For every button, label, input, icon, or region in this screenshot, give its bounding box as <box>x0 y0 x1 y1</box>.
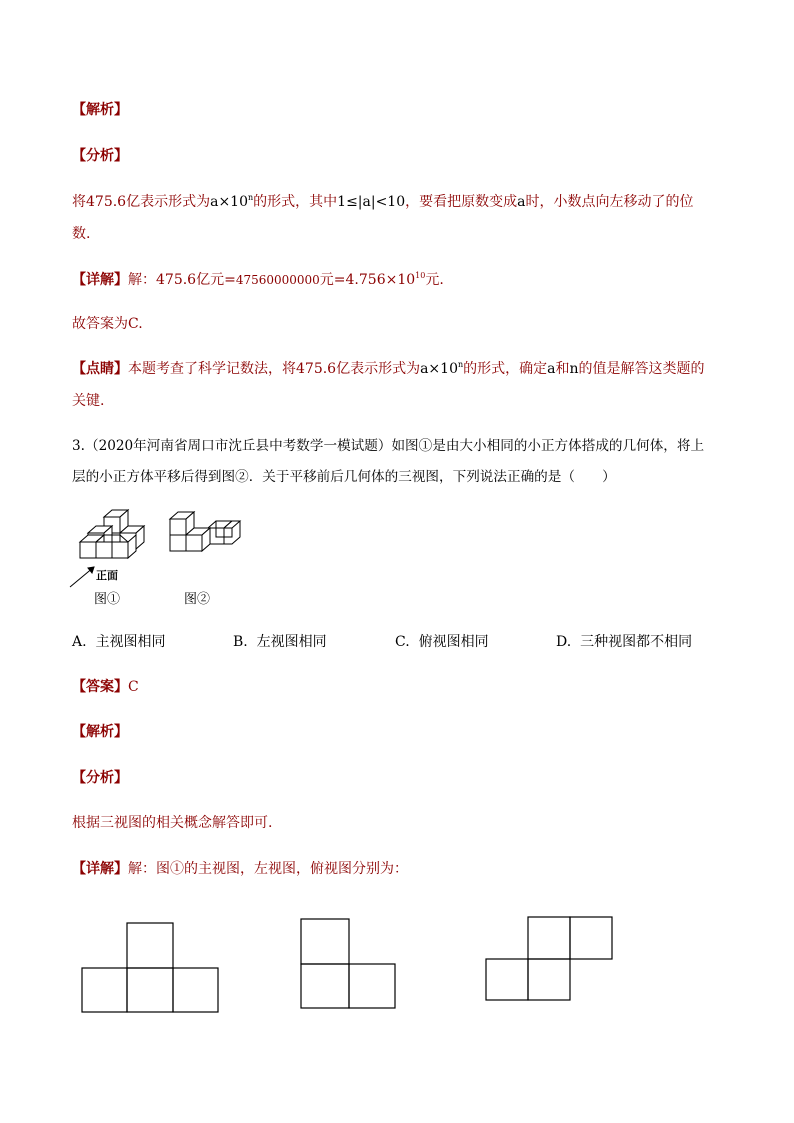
option-text: 俯视图相同 <box>418 634 489 650</box>
dianjing-line-1: 【点睛】本题考查了科学记数法，将475.6亿表示形式为$a\times 10^n$的形式，确定a和n的值是解答这类题的 <box>72 360 705 377</box>
var-a: a <box>517 194 526 210</box>
question-stem-line-2: 层的小正方体平移后得到图②．关于平移前后几何体的三视图，下列说法正确的是（ ） <box>72 469 616 485</box>
question-stem-line-1: 3.（2020年河南省周口市沈丘县中考数学一模试题）如图①是由大小相同的小正方体搭成的几何体，将上 <box>72 438 705 454</box>
answer-statement: 故答案为C. <box>72 316 143 332</box>
sci-notation: $a\times 10^n$ <box>210 193 254 210</box>
detail-q3: 【详解】解：图①的主视图，左视图，俯视图分别为： <box>72 861 408 877</box>
fenxi-heading-2: 【分析】 <box>72 770 128 786</box>
top-view-diagram <box>483 915 617 1003</box>
option-text: 三种视图都不相同 <box>580 634 693 650</box>
option-key: B. <box>233 634 248 650</box>
dianjing-line-2: 关键. <box>72 393 105 409</box>
front-label: 正面 <box>96 569 118 582</box>
figure-2-caption: 图② <box>184 592 211 607</box>
cube-right-row <box>208 521 240 544</box>
analysis-q3: 根据三视图的相关概念解答即可. <box>72 815 273 831</box>
fenxi-heading: 【分析】 <box>72 148 128 164</box>
analysis-line-2: 数. <box>72 226 91 242</box>
answer-line <box>72 677 139 697</box>
front-arrow-head <box>88 567 94 573</box>
answer-value: C <box>128 679 139 695</box>
option-a[interactable] <box>72 632 165 652</box>
jiexi-heading: 【解析】 <box>72 102 128 118</box>
xiangjie-heading: 【详解】 <box>72 272 128 288</box>
analysis-text: ，要看把原数变成 <box>405 194 518 210</box>
figure-1-caption: 图① <box>94 592 121 607</box>
sci-notation: $a\times 10^n$ <box>420 360 464 377</box>
analysis-text: 将475.6亿表示形式为 <box>72 194 211 210</box>
option-key: D. <box>556 634 572 650</box>
jiexi-heading-2: 【解析】 <box>72 724 128 740</box>
abs-condition: 1≤|a| <box>337 194 376 210</box>
left-view-diagram <box>299 918 399 1010</box>
xiangjie-heading-2: 【详解】 <box>72 861 128 877</box>
option-key: C. <box>395 634 410 650</box>
figure-2-solid <box>164 505 248 557</box>
analysis-text: 的形式，其中 <box>253 194 338 210</box>
dianjing-heading: 【点睛】 <box>72 361 128 377</box>
option-key: A. <box>72 634 87 650</box>
big-number: 47560000000 <box>235 273 320 287</box>
option-text: 左视图相同 <box>256 634 327 650</box>
option-d[interactable] <box>556 632 692 652</box>
answer-heading: 【答案】 <box>72 679 128 695</box>
option-c[interactable] <box>395 632 489 652</box>
front-view-diagram <box>80 922 220 1014</box>
option-text: 主视图相同 <box>95 634 166 650</box>
abs-condition: <10 <box>375 194 406 210</box>
analysis-text: 时，小数点向左移动了的位 <box>525 194 694 210</box>
analysis-line-1 <box>72 192 693 212</box>
detail-line: 【详解】解：475.6亿元=47560000000元$=4.756\times 10^{10}$元. <box>72 271 444 288</box>
option-b[interactable] <box>233 632 327 652</box>
